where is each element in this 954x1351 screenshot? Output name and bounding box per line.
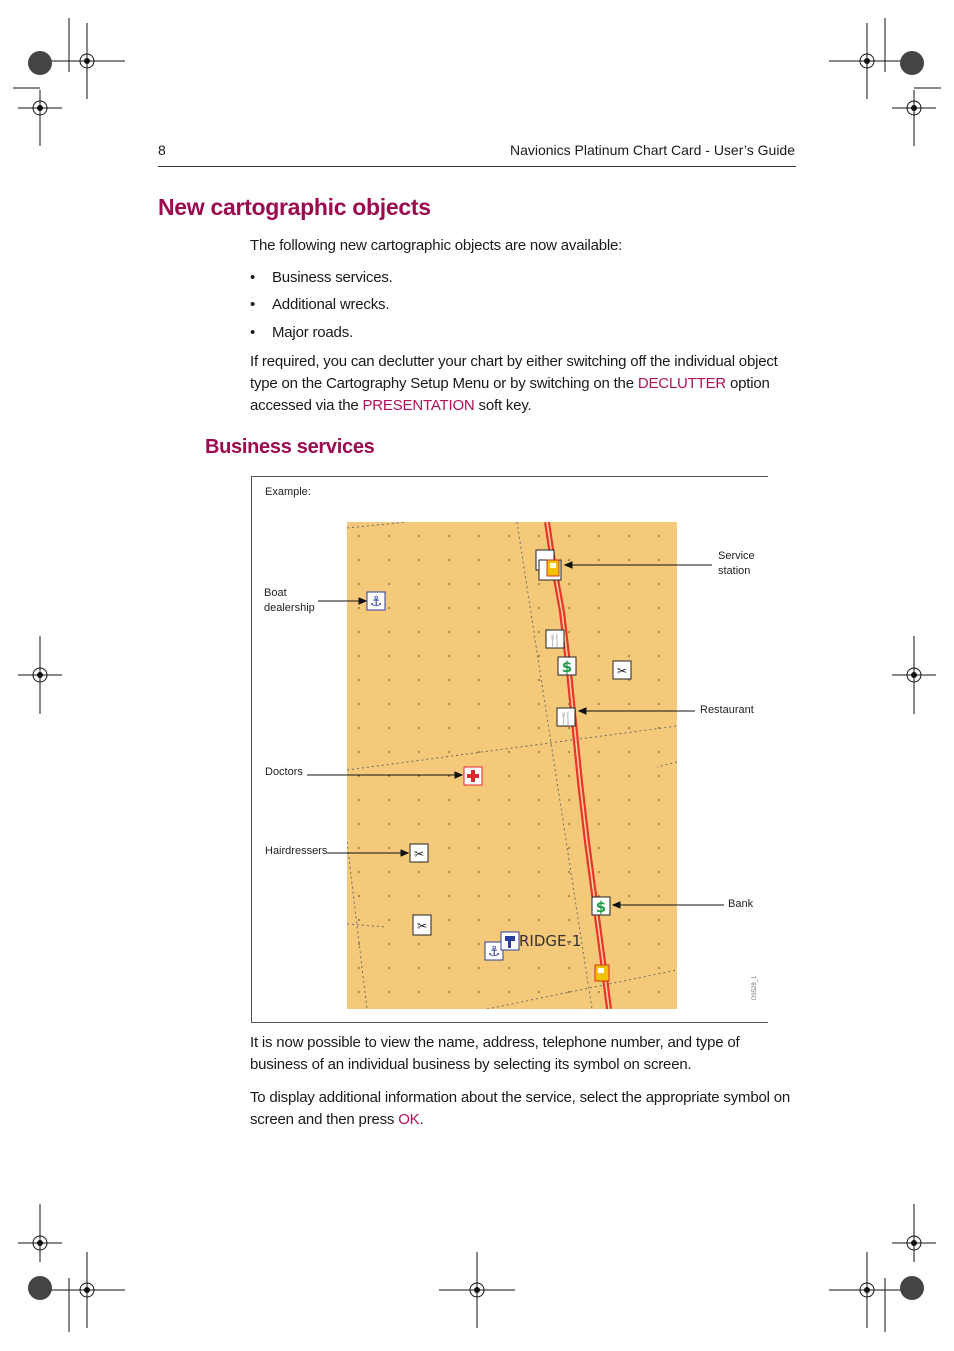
boat-dealership-label: Boat dealership [264, 587, 315, 614]
declutter-keyword: DECLUTTER [637, 375, 727, 392]
additional-info-paragraph: To display additional information about the service, select the appropriate symbol on screen and then press OK. [250, 1089, 790, 1128]
svg-text:✂: ✂ [616, 664, 628, 678]
page-number: 8 [158, 142, 166, 158]
service-station-label: Service station [718, 550, 755, 577]
svg-text:⚓: ⚓ [487, 944, 501, 960]
svg-text:✂: ✂ [416, 919, 428, 933]
bullet-item: • Business services. [250, 269, 393, 286]
svg-text:$: $ [595, 898, 607, 916]
intro-paragraph: The following new cartographic objects are now available: [250, 237, 623, 254]
bank-label: Bank [728, 898, 754, 910]
map-area-label: RIDGE-1 [519, 932, 582, 950]
restaurant-label: Restaurant [700, 704, 754, 716]
bullet-item: • Major roads. [250, 324, 353, 341]
ok-keyword: OK [398, 1111, 420, 1128]
hairdressers-label: Hairdressers [265, 845, 328, 857]
svg-text:✂: ✂ [413, 847, 425, 861]
bullet-item: • Additional wrecks. [250, 296, 390, 313]
business-info-paragraph: It is now possible to view the name, address, telephone number, and type of business of an individual business by selecting its symbol on screen. [250, 1034, 740, 1073]
running-header-title: Navionics Platinum Chart Card - User’s Guide [509, 142, 795, 158]
doctors-label: Doctors [265, 766, 303, 778]
presentation-keyword: PRESENTATION [362, 397, 475, 414]
svg-text:🍴: 🍴 [547, 633, 563, 647]
figure-id: D9528_1 [752, 975, 758, 1000]
example-label: Example: [265, 486, 311, 498]
declutter-paragraph: If required, you can declutter your chart by either switching off the individual object type on the Cartography Setup Menu or by switching on the DECLUTTER option accessed via the PRESENTATION soft key. [250, 353, 778, 414]
svg-text:🍴: 🍴 [558, 711, 574, 725]
subsection-heading: Business services [205, 436, 375, 458]
section-heading: New cartographic objects [158, 194, 431, 220]
svg-text:⚓: ⚓ [369, 594, 383, 610]
svg-text:$: $ [561, 658, 573, 676]
